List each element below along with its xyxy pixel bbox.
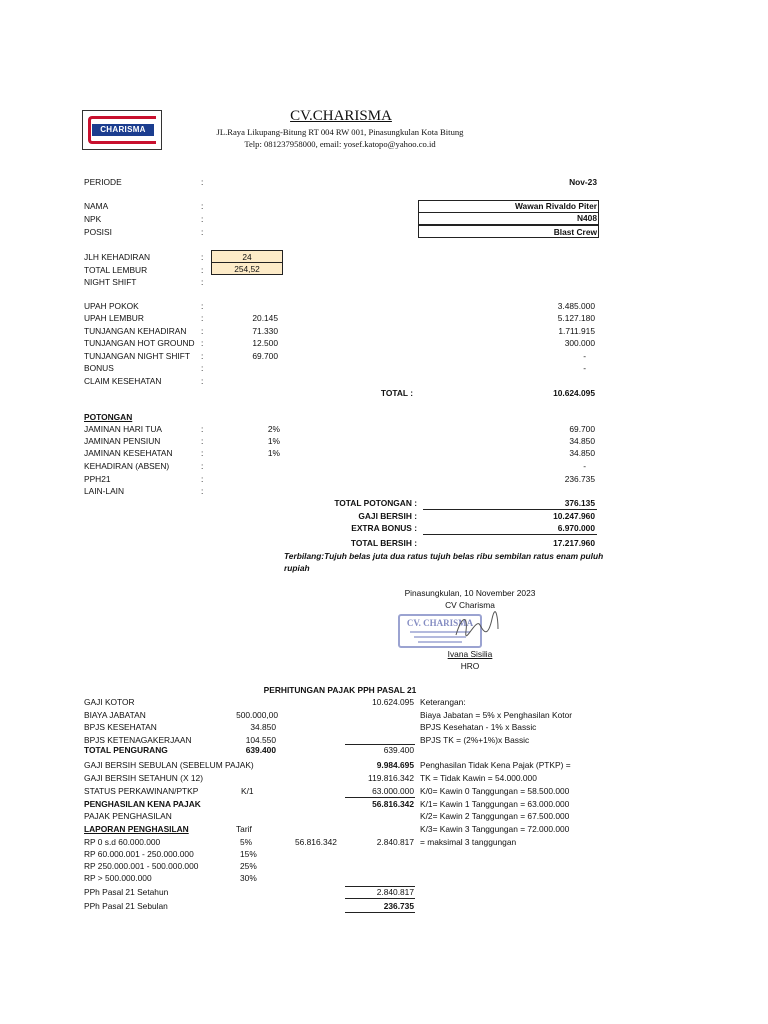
company-address: JL.Raya Likupang-Bitung RT 004 RW 001, Pinasungkulan Kota Bitung [216,127,464,137]
colon: : [201,338,204,348]
colon: : [201,214,204,224]
colon: : [201,424,204,434]
earning-rate: 69.700 [252,351,278,361]
deduction-label: JAMINAN HARI TUA [84,424,163,434]
divider [345,797,415,798]
bracket-rate: 5% [240,837,253,847]
periode-label: PERIODE [84,177,122,187]
earning-amount: - [583,351,586,361]
laporan-label: LAPORAN PENGHASILAN [84,824,189,834]
deduction-amount: - [583,461,586,471]
note-line: BPJS Kesehatan - 1% x Bassic [420,722,537,732]
posisi-value: Blast Crew [553,227,597,237]
company-name: CV.CHARISMA [290,108,392,124]
sign-title: HRO [460,661,480,671]
deduction-label: KEHADIRAN (ABSEN) [84,461,170,471]
total-potongan-label: TOTAL POTONGAN : [334,498,417,508]
total-pengurang-label: TOTAL PENGURANG [84,745,168,755]
lembur-value: 254,52 [234,264,260,274]
earning-label: BONUS [84,363,114,373]
total-potongan-value: 376.135 [564,498,595,508]
deduction-label: JAMINAN KESEHATAN [84,448,173,458]
extra-bonus-value: 6.970.000 [557,523,595,533]
company-logo [82,110,162,150]
npk-label: NPK [84,214,102,224]
note-line: Keterangan: [420,697,466,707]
deduction-amount: 236.735 [564,474,595,484]
potongan-title: POTONGAN [84,412,133,422]
earning-amount: 300.000 [564,338,595,348]
bpjs-tk-label: BPJS KETENAGAKERJAAN [84,735,192,745]
colon: : [201,177,204,187]
colon: : [201,486,204,496]
colon: : [201,252,204,262]
earning-rate: 12.500 [252,338,278,348]
gaji-kotor-label: GAJI KOTOR [84,697,135,707]
npk-value: N408 [576,213,597,223]
pkp-value: 56.816.342 [372,799,414,809]
earning-rate: 20.145 [252,313,278,323]
bracket-rate: 30% [240,873,257,883]
pkp-label: PENGHASILAN KENA PAJAK [84,799,201,809]
colon: : [201,448,204,458]
gaji-bulan-label: GAJI BERSIH SEBULAN (SEBELUM PAJAK) [84,760,254,770]
gaji-tahun-value: 119.816.342 [368,773,414,783]
colon: : [201,227,204,237]
terbilang-line-2: rupiah [284,563,310,573]
tax-title: PERHITUNGAN PAJAK PPH PASAL 21 [263,685,417,695]
company-contact: Telp: 081237958000, email: yosef.katopo@yahoo.co.id [244,139,436,149]
note-line: = maksimal 3 tanggungan [420,837,517,847]
colon: : [201,351,204,361]
earning-label: TUNJANGAN NIGHT SHIFT [84,351,190,361]
deduction-rate: 1% [267,436,280,446]
biaya-jabatan-label: BIAYA JABATAN [84,710,146,720]
total-pengurang-value: 639.400 [245,745,276,755]
nama-value: Wawan Rivaldo Piter [514,201,597,211]
earning-label: UPAH LEMBUR [84,313,144,323]
bracket-base: 56.816.342 [295,837,337,847]
status-label: STATUS PERKAWINAN/PTKP [84,786,199,796]
gaji-tahun-label: GAJI BERSIH SETAHUN (X 12) [84,773,203,783]
earning-label: TUNJANGAN HOT GROUND [84,338,195,348]
bracket-tax: 2.840.817 [376,837,414,847]
kehadiran-value: 24 [242,252,252,262]
bpjs-kes-value: 34.850 [250,722,276,732]
earning-amount: 3.485.000 [557,301,595,311]
bracket-range: RP 0 s.d 60.000.000 [84,837,161,847]
total-bersih-value: 17.217.960 [553,538,595,548]
colon: : [201,326,204,336]
earning-rate: 71.330 [252,326,278,336]
note-line: Penghasilan Tidak Kena Pajak (PTKP) = [420,760,571,770]
earning-amount: 1.711.915 [558,326,595,336]
colon: : [201,201,204,211]
nama-label: NAMA [84,201,109,211]
periode-value: Nov-23 [569,177,597,187]
total-bersih-label: TOTAL BERSIH : [350,538,417,548]
colon: : [201,461,204,471]
note-line: K/0= Kawin 0 Tanggungan = 58.500.000 [420,786,570,796]
bpjs-tk-value: 104.550 [245,735,276,745]
colon: : [201,301,204,311]
earning-label: CLAIM KESEHATAN [84,376,162,386]
deduction-label: PPH21 [84,474,111,484]
bpjs-kes-label: BPJS KESEHATAN [84,722,157,732]
deduction-amount: 34.850 [569,448,595,458]
bracket-rate: 25% [240,861,257,871]
bracket-range: RP 250.000.001 - 500.000.000 [84,861,199,871]
logo-text: CHARISMA [100,125,146,134]
pph-bulan-label: PPh Pasal 21 Sebulan [84,901,168,911]
lembur-label: TOTAL LEMBUR [84,265,148,275]
bracket-range: RP > 500.000.000 [84,873,152,883]
gaji-bersih-label: GAJI BERSIH : [358,511,417,521]
note-line: Biaya Jabatan = 5% x Penghasilan Kotor [420,710,573,720]
nightshift-label: NIGHT SHIFT [84,277,137,287]
pph-tahun-value: 2.840.817 [376,887,414,897]
note-line: BPJS TK = (2%+1%)x Bassic [420,735,530,745]
earning-amount: - [583,363,586,373]
divider [423,534,597,535]
deduction-label: LAIN-LAIN [84,486,125,496]
colon: : [201,436,204,446]
colon: : [201,376,204,386]
note-line: K/2= Kawin 2 Tanggungan = 67.500.000 [420,811,570,821]
deduction-rate: 2% [267,424,280,434]
gaji-bulan-value: 9.984.695 [376,760,414,770]
sign-company: CV Charisma [445,600,495,610]
divider [345,912,415,913]
colon: : [201,313,204,323]
colon: : [201,265,204,275]
bracket-rate: 15% [240,849,257,859]
earning-label: TUNJANGAN KEHADIRAN [84,326,187,336]
total-value: 10.624.095 [553,388,595,398]
status-value: K/1 [241,786,254,796]
note-line: K/3= Kawin 3 Tanggungan = 72.000.000 [420,824,570,834]
sign-place-date: Pinasungkulan, 10 November 2023 [404,588,536,598]
stamp-text: CV. CHARISMA [406,618,474,628]
pph-bulan-value: 236.735 [383,901,414,911]
colon: : [201,277,204,287]
sign-name: Ivana Sisilia [447,649,493,659]
earning-amount: 5.127.180 [557,313,595,323]
signature-scribble [452,611,502,643]
posisi-label: POSISI [84,227,112,237]
divider [423,509,597,510]
kehadiran-label: JLH KEHADIRAN [84,252,151,262]
terbilang-line-1: Terbilang:Tujuh belas juta dua ratus tujuh belas ribu sembilan ratus enam puluh [284,551,604,561]
gaji-bersih-value: 10.247.960 [553,511,595,521]
divider [345,898,415,899]
deduction-amount: 34.850 [569,436,595,446]
deduction-label: JAMINAN PENSIUN [84,436,161,446]
colon: : [201,363,204,373]
deduction-rate: 1% [267,448,280,458]
tarif-label: Tarif [236,824,252,834]
pajak-penghasilan-label: PAJAK PENGHASILAN [84,811,172,821]
total-label: TOTAL : [380,388,413,398]
biaya-jabatan-value: 500.000,00 [236,710,278,720]
gaji-kotor-value: 10.624.095 [372,697,414,707]
pph-tahun-label: PPh Pasal 21 Setahun [84,887,169,897]
bracket-range: RP 60.000.001 - 250.000.000 [84,849,194,859]
earning-label: UPAH POKOK [84,301,139,311]
ptkp-value: 63.000.000 [372,786,414,796]
extra-bonus-label: EXTRA BONUS : [351,523,417,533]
deduction-amount: 69.700 [569,424,595,434]
note-line: TK = Tidak Kawin = 54.000.000 [420,773,537,783]
note-line: K/1= Kawin 1 Tanggungan = 63.000.000 [420,799,570,809]
total-pengurang-value-2: 639.400 [383,745,414,755]
colon: : [201,474,204,484]
